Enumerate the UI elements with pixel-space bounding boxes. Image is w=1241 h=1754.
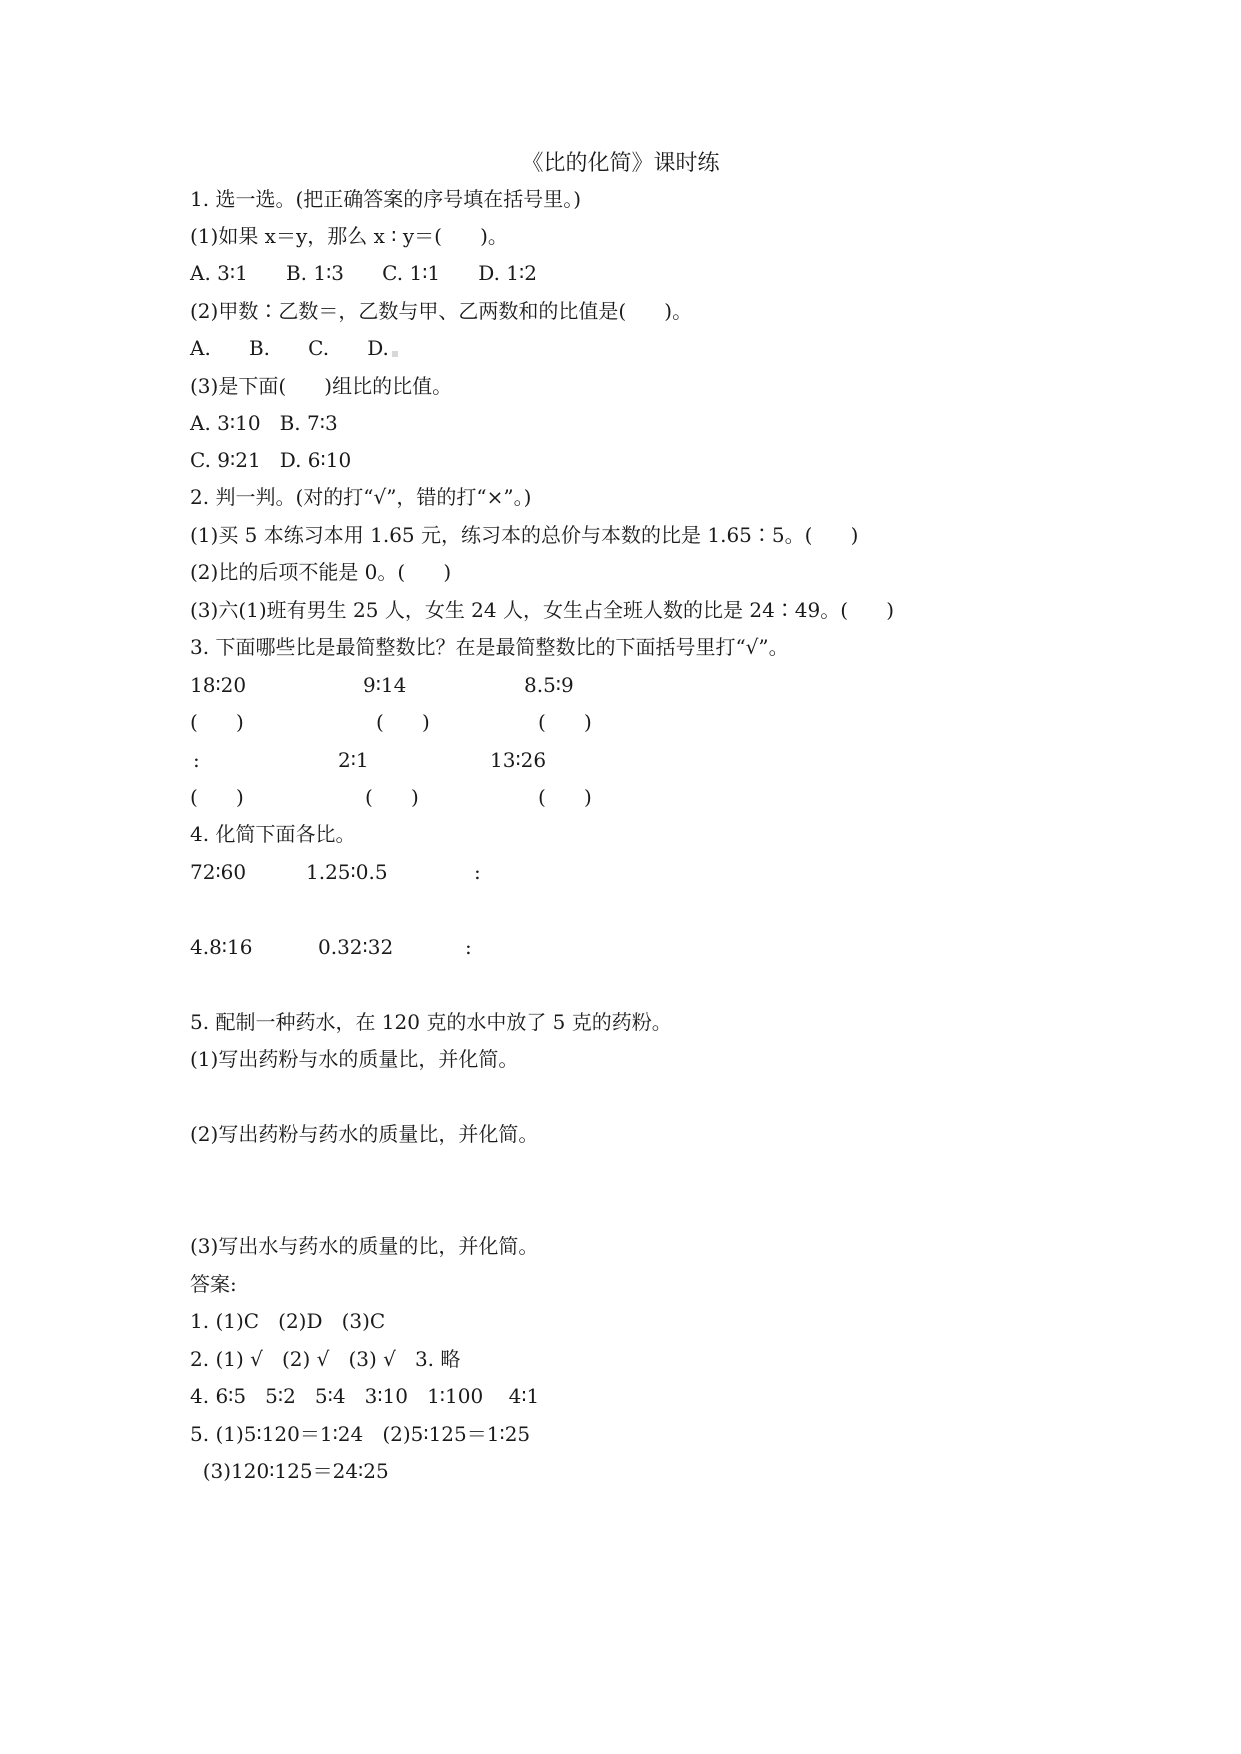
answer-line-2: 2. (1) √ (2) √ (3) √ 3. 略: [190, 1347, 461, 1371]
q5-item-3: (3)写出水与药水的质量的比，并化简。: [190, 1234, 539, 1258]
q1-part2-stem: (2)甲数∶乙数＝，乙数与甲、乙两数和的比值是( )。: [190, 299, 693, 323]
q3-answer-blank: ( ): [190, 785, 244, 809]
answer-line-5-cont: (3)120∶125＝24∶25: [190, 1459, 389, 1483]
q4-ratio: :: [465, 935, 472, 959]
q2-item-1: (1)买 5 本练习本用 1.65 元，练习本的总价与本数的比是 1.65∶5。( ): [190, 523, 859, 547]
q3-heading: 3. 下面哪些比是最简整数比？在是最简整数比的下面括号里打“√”。: [190, 635, 789, 659]
q3-answer-blank: ( ): [190, 710, 244, 734]
q1-heading: 1. 选一选。(把正确答案的序号填在括号里。): [190, 187, 582, 211]
q5-heading: 5. 配制一种药水，在 120 克的水中放了 5 克的药粉。: [190, 1010, 672, 1034]
q5-item-1: (1)写出药粉与水的质量比，并化简。: [190, 1047, 519, 1071]
answer-line-5: 5. (1)5∶120＝1∶24 (2)5∶125＝1∶25: [190, 1422, 531, 1446]
q2-item-3: (3)六(1)班有男生 25 人，女生 24 人，女生占全班人数的比是 24∶49。( ): [190, 598, 894, 622]
q1-part3-options-row1: A. 3∶10 B. 7∶3: [190, 411, 338, 435]
q3-ratio: :: [193, 748, 200, 772]
q2-item-2: (2)比的后项不能是 0。( ): [190, 560, 452, 584]
q4-heading: 4. 化简下面各比。: [190, 822, 356, 846]
q2-heading: 2. 判一判。(对的打“√”，错的打“×”。): [190, 485, 532, 509]
q3-answer-blank: ( ): [538, 785, 592, 809]
q3-ratio: 8.5∶9: [524, 673, 574, 697]
image-placeholder-icon: [392, 351, 398, 357]
q1-part1-stem: (1)如果 x＝y，那么 x ∶ y＝( )。: [190, 224, 508, 248]
answer-line-4: 4. 6∶5 5∶2 5∶4 3∶10 1∶100 4∶1: [190, 1384, 540, 1408]
q5-item-2: (2)写出药粉与药水的质量比，并化简。: [190, 1122, 539, 1146]
q4-ratio: :: [474, 860, 481, 884]
answer-line-1: 1. (1)C (2)D (3)C: [190, 1309, 386, 1333]
q3-answer-blank: ( ): [376, 710, 430, 734]
q4-ratio: 4.8∶16: [190, 935, 253, 959]
q3-ratio: 2∶1: [338, 748, 369, 772]
page-title: 《比的化简》课时练: [521, 151, 720, 176]
q3-answer-blank: ( ): [538, 710, 592, 734]
q4-ratio: 72∶60: [190, 860, 247, 884]
q1-part1-options: A. 3∶1 B. 1∶3 C. 1∶1 D. 1∶2: [190, 261, 537, 285]
q4-ratio: 0.32∶32: [318, 935, 394, 959]
q1-part2-options: A. B. C. D.: [190, 336, 389, 360]
q1-part3-options-row2: C. 9∶21 D. 6∶10: [190, 448, 352, 472]
q1-part3-stem: (3)是下面( )组比的比值。: [190, 374, 453, 398]
q3-answer-blank: ( ): [365, 785, 419, 809]
answers-label: 答案:: [190, 1272, 237, 1296]
q4-ratio: 1.25∶0.5: [306, 860, 388, 884]
q3-ratio: 9∶14: [363, 673, 407, 697]
q3-ratio: 13∶26: [490, 748, 547, 772]
q3-ratio: 18∶20: [190, 673, 247, 697]
